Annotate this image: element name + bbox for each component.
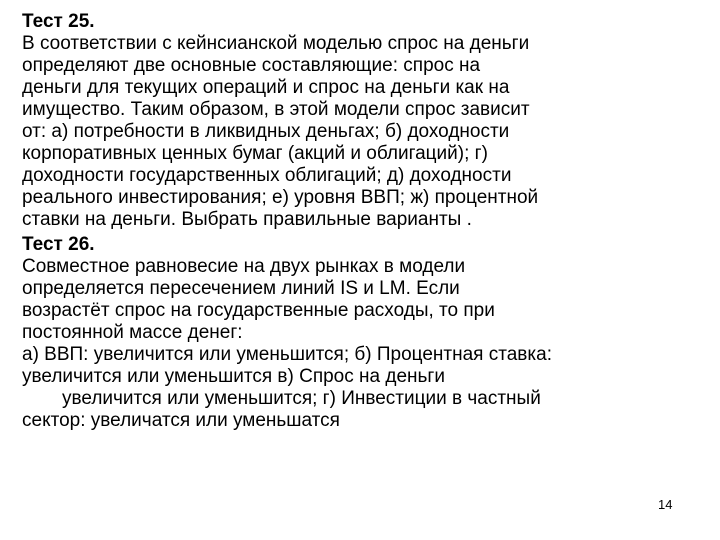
page-number: 14 xyxy=(658,497,673,512)
test-25-title: Тест 25. xyxy=(22,11,95,32)
test-26-title: Тест 26. xyxy=(22,234,95,255)
test-25-line: определяют две основные составляющие: спрос на xyxy=(22,55,481,76)
test-26-answers xyxy=(22,344,712,432)
test-25-line: корпоративных ценных бумаг (акций и облигаций); г) xyxy=(22,143,488,164)
test-26-question-line: возрастёт спрос на государственные расходы, то при xyxy=(22,300,495,321)
test-26-question-line: определяется пересечением линий IS и LM. Если xyxy=(22,278,460,299)
test-26-answer-line: увеличится или уменьшится; г) Инвестиции в частный xyxy=(62,388,541,409)
test-25-line: В соответствии с кейнсианской моделью спрос на деньги xyxy=(22,33,530,54)
test-26-question-line: Совместное равновесие на двух рынках в модели xyxy=(22,256,466,277)
test-25-line: деньги для текущих операций и спрос на деньги как на xyxy=(22,77,510,98)
test-25-line: ставки на деньги. Выбрать правильные варианты . xyxy=(22,209,472,230)
test-25-line: имущество. Таким образом, в этой модели спрос зависит xyxy=(22,99,530,120)
test-25-line: от: а) потребности в ликвидных деньгах; б) доходности xyxy=(22,121,510,142)
test-26-answer-line: увеличится или уменьшится в) Спрос на деньги xyxy=(22,366,445,387)
test-26-question xyxy=(22,256,712,344)
test-26-question-line: постоянной массе денег: xyxy=(22,322,243,343)
slide-content xyxy=(22,10,712,432)
test-26-answer-line: сектор: увеличатся или уменьшатся xyxy=(22,410,340,431)
test-25-question xyxy=(22,33,712,231)
test-25-line: доходности государственных облигаций; д) доходности xyxy=(22,165,512,186)
test-25-line: реального инвестирования; е) уровня ВВП; ж) процентной xyxy=(22,187,539,208)
test-26-answer-line: а) ВВП: увеличится или уменьшится; б) Процентная ставка: xyxy=(22,344,552,365)
